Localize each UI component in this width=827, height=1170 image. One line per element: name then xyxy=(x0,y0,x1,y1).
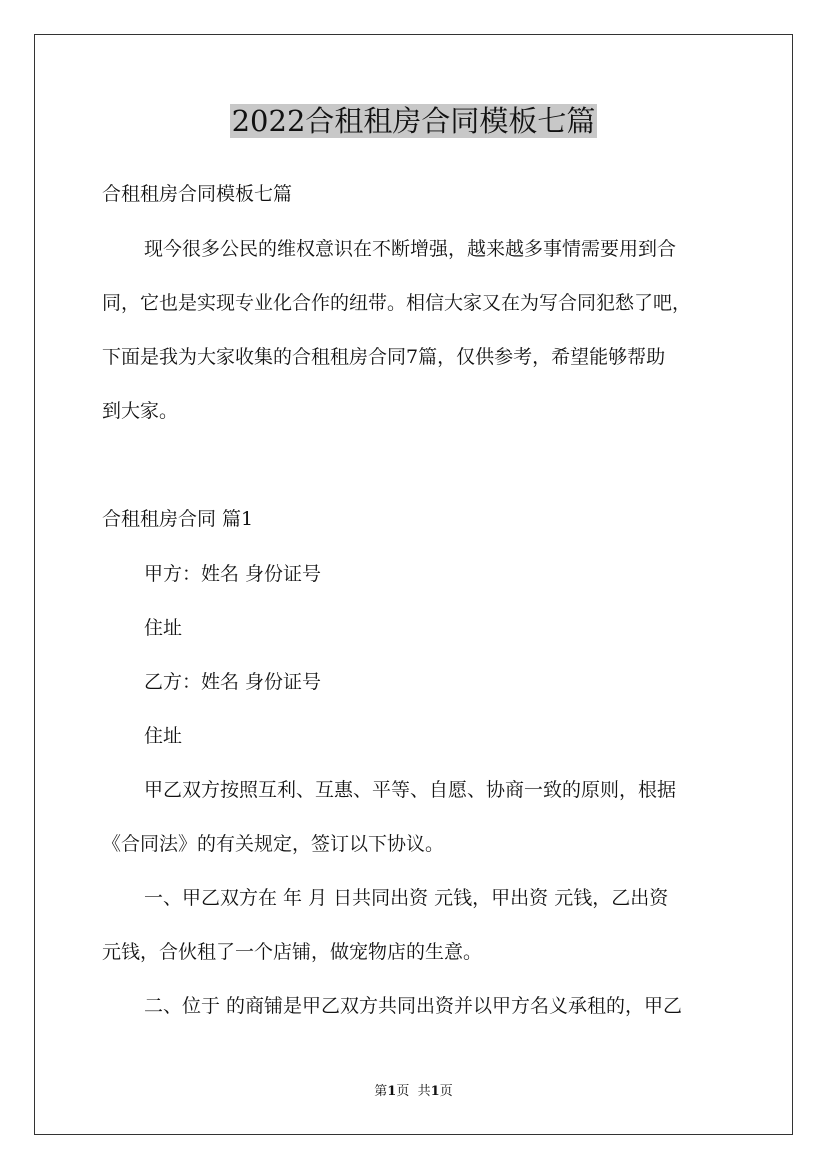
clause-1-line-2: 元钱，合伙租了一个店铺，做宠物店的生意。 xyxy=(102,941,483,963)
footer-page-suffix: 页 xyxy=(396,1084,410,1099)
footer-page-number: 1 xyxy=(387,1084,397,1099)
clause-1-line-1: 一、甲乙双方在 年 月 日共同出资 元钱，甲出资 元钱，乙出资 xyxy=(144,887,669,909)
party-a-address: 住址 xyxy=(144,617,183,639)
principle-line-2: 《合同法》的有关规定，签订以下协议。 xyxy=(102,833,445,855)
footer-page-prefix: 第 xyxy=(374,1084,388,1099)
subtitle: 合租租房合同模板七篇 xyxy=(102,183,293,205)
party-b-name: 乙方：姓名 身份证号 xyxy=(144,671,322,693)
document-title-text: 2022合租租房合同模板七篇 xyxy=(231,104,596,138)
party-a-name: 甲方：姓名 身份证号 xyxy=(144,563,322,585)
intro-line-1: 现今很多公民的维权意识在不断增强，越来越多事情需要用到合 xyxy=(144,238,677,260)
intro-line-3: 下面是我为大家收集的合租租房合同7篇，仅供参考，希望能够帮助 xyxy=(102,346,666,368)
clause-2-line-1: 二、位于 的商铺是甲乙双方共同出资并以甲方名义承租的，甲乙 xyxy=(144,995,683,1017)
document-title xyxy=(0,101,827,141)
intro-line-2: 同，它也是实现专业化合作的纽带。相信大家又在为写合同犯愁了吧， xyxy=(102,292,692,314)
section-heading: 合租租房合同 篇1 xyxy=(102,508,254,530)
footer-total-number: 1 xyxy=(430,1084,440,1099)
party-b-address: 住址 xyxy=(144,725,183,747)
footer-total-prefix: 共 xyxy=(417,1084,431,1099)
footer-total-suffix: 页 xyxy=(439,1084,453,1099)
principle-line-1: 甲乙双方按照互利、互惠、平等、自愿、协商一致的原则，根据 xyxy=(144,779,677,801)
intro-line-4: 到大家。 xyxy=(102,400,179,422)
page-footer xyxy=(0,1083,827,1101)
